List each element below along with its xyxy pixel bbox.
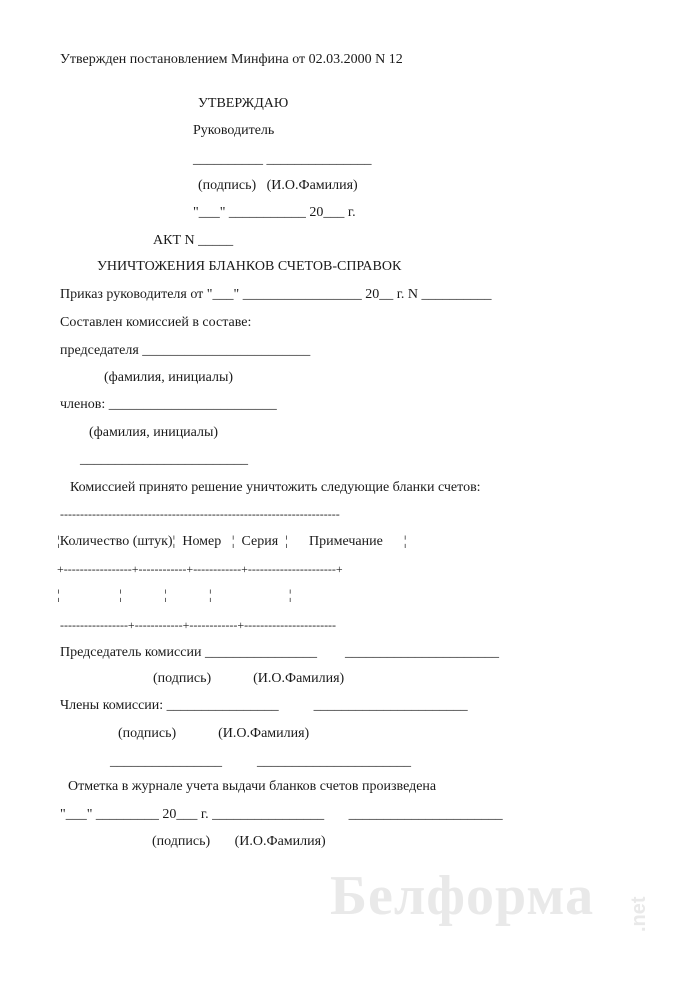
approval-note: Утвержден постановлением Минфина от 02.03.2000 N 12 [60, 52, 403, 67]
watermark-suffix [628, 872, 652, 934]
table-separator: +-----------------+------------+------------+----------------------+ [57, 562, 343, 576]
act-number: АКТ N _____ [153, 233, 234, 248]
decision-line: Комиссией принято решение уничтожить следующие бланки счетов: [70, 480, 481, 495]
commission-line: Составлен комиссией в составе: [60, 315, 252, 330]
approve-sign-lines: __________ _______________ [193, 152, 372, 167]
act-title: УНИЧТОЖЕНИЯ БЛАНКОВ СЧЕТОВ-СПРАВОК [97, 259, 402, 274]
table-header-row: ¦Количество (штук)¦ Номер ¦ Серия ¦ Примечание ¦ [57, 534, 407, 549]
journal-line: Отметка в журнале учета выдачи бланков счетов произведена [68, 779, 437, 794]
approve-position: Руководитель [193, 123, 275, 138]
approve-date-line: "___" ___________ 20___ г. [193, 205, 356, 220]
table-empty-row: ¦ ¦ ¦ ¦ ¦ [57, 588, 292, 603]
chairman-signature-line: Председатель комиссии ________________ ______________________ [60, 645, 499, 660]
chairman-caption: (фамилия, инициалы) [104, 370, 234, 385]
watermark-logo: Белформа [330, 865, 595, 927]
approve-sign-caption: (подпись) (И.О.Фамилия) [198, 178, 358, 193]
members-extra-signature-line: ________________ ______________________ [110, 754, 411, 769]
members-signature-line: Члены комиссии: ________________ ______________________ [60, 698, 468, 713]
watermark-suffix-text: .net [628, 896, 650, 932]
extra-member-line: ________________________ [80, 452, 248, 467]
approve-title: УТВЕРЖДАЮ [198, 96, 289, 111]
chairman-line: председателя ________________________ [60, 343, 311, 358]
members-line: членов: ________________________ [60, 397, 277, 412]
journal-caption: (подпись) (И.О.Фамилия) [152, 834, 326, 849]
journal-date-line: "___" _________ 20___ г. ________________ ______________________ [60, 807, 503, 822]
table-top-border: ---------------------------------------------------------------------- [60, 507, 340, 521]
chairman-signature-caption: (подпись) (И.О.Фамилия) [153, 671, 345, 686]
table-bottom-border: -----------------+------------+------------+----------------------- [60, 618, 337, 632]
order-line: Приказ руководителя от "___" _________________ 20__ г. N __________ [60, 287, 492, 302]
members-caption: (фамилия, инициалы) [89, 425, 219, 440]
members-signature-caption: (подпись) (И.О.Фамилия) [118, 726, 310, 741]
